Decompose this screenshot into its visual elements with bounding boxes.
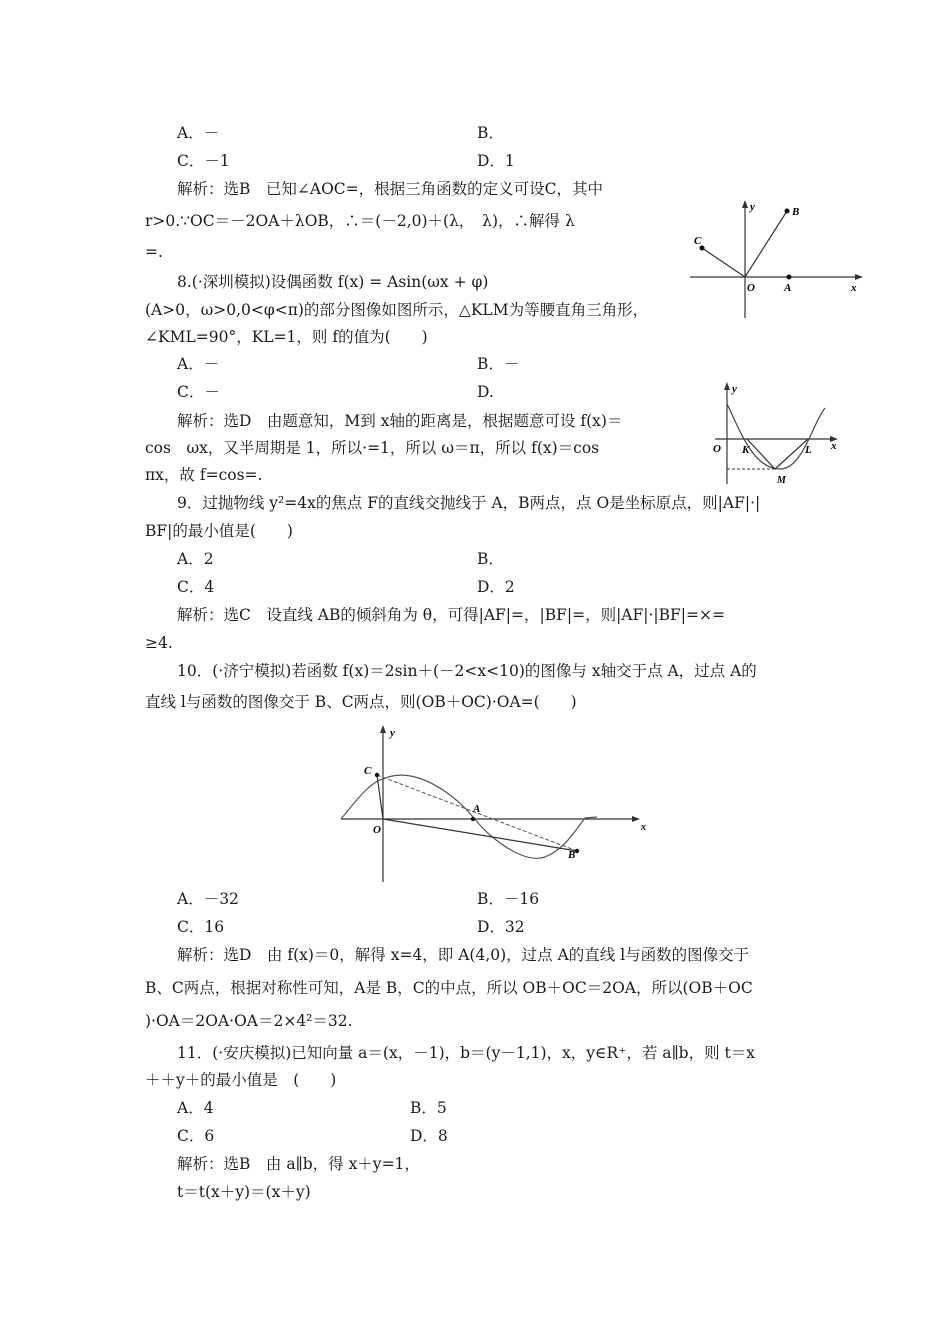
- q7-option-a: A．－: [177, 124, 220, 142]
- q10-solution-line2: B、C两点，根据对称性可知，A是 B，C的中点，所以 OB＋OC＝2OA，所以(OB＋OC: [145, 979, 753, 997]
- q11-solution-line2: t＝t(x＋y)＝(x＋y): [177, 1183, 311, 1201]
- q8-stem-line2: (A>0，ω>0,0<φ<π)的部分图像如图所示，△KLM为等腰直角三角形，: [145, 301, 649, 319]
- q8-option-d: D.: [477, 383, 494, 401]
- q10-option-b: B．－16: [477, 890, 540, 908]
- fig2-label-m: M: [777, 475, 786, 486]
- q8-option-c: C．－: [177, 383, 220, 401]
- q11-option-d: D．8: [410, 1127, 448, 1145]
- fig3-label-y: y: [390, 727, 395, 739]
- q11-option-c: C．6: [177, 1127, 215, 1145]
- fig2-label-o: O: [713, 443, 721, 455]
- q8-solution-line1: 解析：选D 由题意知，M到 x轴的距离是，根据题意可设 f(x)＝: [177, 412, 623, 430]
- fig3-label-x: x: [641, 822, 646, 833]
- q7-solution-line2: r>0.∵OC＝－2OA＋λOB，∴＝(－2,0)＋(λ， λ)，∴解得 λ: [145, 212, 575, 230]
- fig1-label-y: y: [750, 201, 755, 213]
- fig3-label-b: B: [568, 849, 576, 861]
- q10-option-d: D．32: [477, 918, 525, 936]
- q9-option-d: D．2: [477, 578, 515, 596]
- q10-stem-line2: 直线 l与函数的图像交于 B、C两点，则(OB＋OC)·OA=( ): [145, 693, 577, 711]
- q11-solution-line1: 解析：选B 由 a∥b，得 x＋y=1，: [177, 1155, 420, 1173]
- fig3-label-o: O: [373, 824, 381, 836]
- q10-stem-line1: 10．(·济宁模拟)若函数 f(x)＝2sin＋(－2<x<10)的图像与 x轴交于点 A，过点 A的: [177, 662, 757, 680]
- q8-option-a: A．－: [177, 355, 220, 373]
- q7-option-d: D．1: [477, 152, 515, 170]
- q8-solution-line2: cos ωx，又半周期是 1，所以·=1，所以 ω＝π，所以 f(x)＝cos: [145, 439, 600, 457]
- q11-stem-line2: ＋＋y＋的最小值是 ( ): [145, 1071, 337, 1089]
- q11-option-a: A．4: [177, 1099, 214, 1117]
- q10-solution-line3: )·OA＝2OA·OA＝2×4²＝32.: [145, 1012, 353, 1030]
- fig2-label-x: x: [831, 440, 837, 452]
- fig1-label-a: A: [784, 282, 792, 294]
- q8-option-b: B．－: [477, 355, 520, 373]
- q11-stem-line1: 11．(·安庆模拟)已知向量 a＝(x，－1)，b＝(y－1,1)，x，y∈R⁺，若 a∥b，则 t＝x: [177, 1044, 756, 1062]
- q9-solution-line1: 解析：选C 设直线 AB的倾斜角为 θ，可得|AF|=，|BF|=，则|AF|·|BF|=×=: [177, 606, 725, 624]
- fig1-label-b: B: [792, 206, 800, 218]
- figure-cosine-klm: [705, 380, 845, 490]
- figure-sine-bc: [335, 722, 655, 887]
- fig2-label-k: K: [742, 444, 750, 456]
- q7-option-b: B．: [477, 124, 504, 142]
- q7-option-c: C．－1: [177, 152, 230, 170]
- q8-stem-line1: 8.(·深圳模拟)设偶函数 f(x) = Asin(ωx + φ): [177, 273, 489, 291]
- fig1-label-c: C: [694, 235, 702, 247]
- q9-stem-line1: 9．过抛物线 y²=4x的焦点 F的直线交抛线于 A，B两点，点 O是坐标原点，则|AF|·|: [177, 494, 761, 512]
- q11-option-b: B．5: [410, 1099, 447, 1117]
- q8-stem-line3: ∠KML=90°，KL=1，则 f的值为( ): [145, 328, 428, 346]
- q9-stem-line2: BF|的最小值是( ): [145, 522, 293, 540]
- q9-solution-line2: ≥4.: [145, 634, 173, 652]
- q7-solution-line3: =.: [145, 243, 163, 261]
- q9-option-a: A．2: [177, 550, 214, 568]
- figure-angle-aoc: [690, 198, 865, 324]
- fig3-label-c: C: [364, 765, 372, 777]
- fig1-label-x: x: [851, 282, 857, 294]
- q8-solution-line3: πx，故 f=cos=.: [145, 466, 263, 484]
- q10-solution-line1: 解析：选D 由 f(x)＝0，解得 x=4，即 A(4,0)，过点 A的直线 l与函数的图像交于: [177, 946, 750, 964]
- fig2-label-y: y: [732, 383, 737, 395]
- q10-option-c: C．16: [177, 918, 225, 936]
- q10-option-a: A．－32: [177, 890, 239, 908]
- q9-option-b: B．: [477, 550, 504, 568]
- fig3-label-a: A: [473, 803, 481, 815]
- q9-option-c: C．4: [177, 578, 215, 596]
- fig1-label-o: O: [747, 282, 755, 294]
- fig2-label-l: L: [805, 444, 812, 456]
- q7-solution-line1: 解析：选B 已知∠AOC=，根据三角函数的定义可设C，其中: [177, 180, 603, 198]
